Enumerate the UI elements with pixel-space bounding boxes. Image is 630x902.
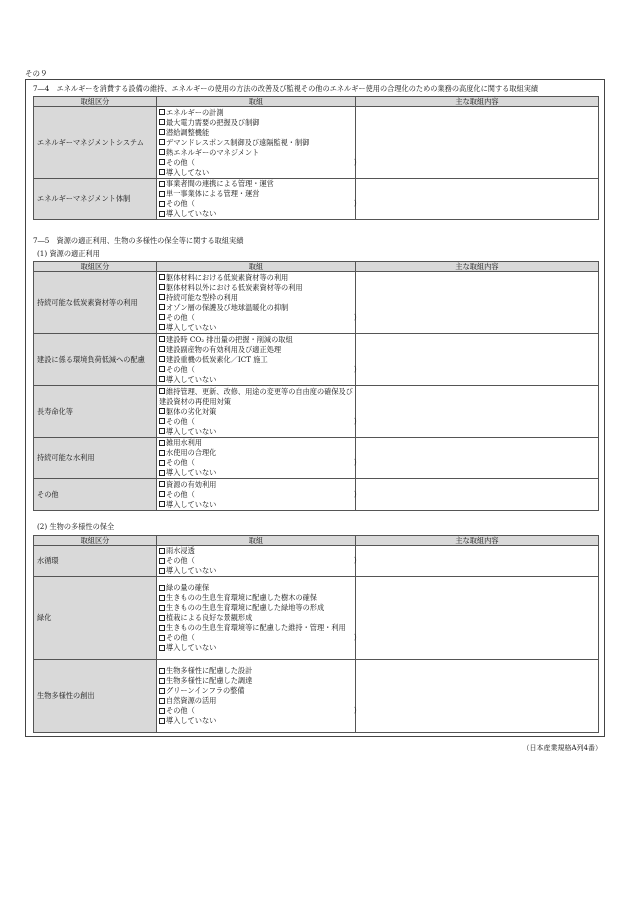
checkbox-icon[interactable] <box>159 336 165 342</box>
other-close-paren: ） <box>353 706 361 715</box>
checkbox-label: 雑用水利用 <box>166 438 202 447</box>
checkbox-item[interactable] <box>159 480 353 490</box>
checkbox-item[interactable] <box>159 643 353 653</box>
checkbox-item[interactable] <box>159 666 353 676</box>
other-close-paren: ） <box>353 157 361 167</box>
checkbox-icon[interactable] <box>159 625 165 631</box>
table-row <box>34 479 599 511</box>
action-cell <box>157 272 361 334</box>
checkbox-icon[interactable] <box>159 388 165 394</box>
checkbox-item[interactable] <box>159 546 353 556</box>
content-input-cell[interactable] <box>356 386 599 438</box>
checkbox-item[interactable] <box>159 458 361 468</box>
other-close-paren: ） <box>353 489 361 499</box>
col-header-category: 取組区分 <box>34 536 157 546</box>
checkbox-label: 潜給調整機能 <box>166 127 210 137</box>
checkbox-icon[interactable] <box>159 304 165 310</box>
checkbox-item[interactable] <box>159 613 353 623</box>
checkbox-item[interactable] <box>159 716 353 726</box>
checkbox-item[interactable] <box>159 293 353 303</box>
checkbox-icon[interactable] <box>159 558 165 564</box>
checkbox-icon[interactable] <box>159 688 165 694</box>
checkbox-label: オゾン層の保護及び地球温暖化の抑制 <box>166 302 289 312</box>
checkbox-item[interactable] <box>159 128 353 138</box>
checkbox-icon[interactable] <box>159 119 165 125</box>
table-row <box>34 386 599 438</box>
checkbox-item[interactable] <box>159 138 353 148</box>
checkbox-item[interactable] <box>159 168 353 178</box>
checkbox-item[interactable] <box>159 303 353 313</box>
table-row <box>34 334 599 386</box>
other-close-paren: ） <box>353 416 361 426</box>
checkbox-icon[interactable] <box>159 294 165 300</box>
checkbox-item[interactable] <box>159 427 353 437</box>
page-label: その９ <box>25 69 48 78</box>
checkbox-label: グリーンインフラの整備 <box>166 686 245 695</box>
category-cell: エネルギーマネジメントシステム <box>34 107 157 179</box>
category-cell: 建設に係る環境負荷低減への配慮 <box>34 334 157 386</box>
subsection-biodiversity-title: (2) 生物の多様性の保全 <box>37 522 115 531</box>
category-cell: 持続可能な水利用 <box>34 438 157 479</box>
checkbox-label: 導入していない <box>166 499 217 509</box>
checkbox-label: 建設時 CO₂ 排出量の把握・削減の取組 <box>166 334 293 344</box>
checkbox-label: 導入していない <box>166 322 217 332</box>
category-cell: エネルギーマネジメント体制 <box>34 179 157 220</box>
col-header-action: 取組 <box>157 536 356 546</box>
checkbox-item[interactable] <box>159 593 353 603</box>
checkbox-icon[interactable] <box>159 568 165 574</box>
col-header-category: 取組区分 <box>34 97 157 107</box>
content-input-cell[interactable] <box>356 479 599 511</box>
content-input-cell[interactable] <box>356 577 599 660</box>
category-cell: その他 <box>34 479 157 511</box>
checkbox-label: その他（ <box>166 633 195 642</box>
col-header-content: 主な取組内容 <box>356 536 599 546</box>
category-cell: 持続可能な低炭素資材等の利用 <box>34 272 157 334</box>
content-input-cell[interactable] <box>356 546 599 577</box>
checkbox-item[interactable] <box>159 157 361 168</box>
checkbox-item[interactable] <box>159 686 353 696</box>
table-row <box>34 179 599 220</box>
checkbox-label: 導入していない <box>166 468 217 477</box>
checkbox-label: 事業者間の連携による管理・運営 <box>166 179 274 188</box>
checkbox-label: 緑の量の確保 <box>166 583 210 592</box>
checkbox-icon[interactable] <box>159 470 165 476</box>
checkbox-label: 導入していない <box>166 374 217 384</box>
checkbox-item[interactable] <box>159 179 353 189</box>
checkbox-label: 最大電力需要の把握及び制御 <box>166 117 260 127</box>
checkbox-icon[interactable] <box>159 595 165 601</box>
checkbox-icon[interactable] <box>159 191 165 197</box>
table-7-4 <box>33 96 599 220</box>
checkbox-label: その他（ <box>166 199 195 208</box>
other-close-paren: ） <box>353 556 361 565</box>
action-cell <box>157 179 361 220</box>
checkbox-label: 建設重機の低炭素化／ICT 施工 <box>166 354 268 364</box>
checkbox-item[interactable] <box>159 375 353 385</box>
action-cell <box>157 334 361 386</box>
col-header-category: 取組区分 <box>34 262 157 272</box>
checkbox-icon[interactable] <box>159 698 165 704</box>
col-header-content: 主な取組内容 <box>356 262 599 272</box>
table-row <box>34 272 599 334</box>
col-header-action: 取組 <box>157 97 356 107</box>
checkbox-item[interactable] <box>159 118 353 128</box>
checkbox-label: 躯体の劣化対策 <box>166 406 217 416</box>
checkbox-label: 導入してない <box>166 167 210 177</box>
checkbox-item[interactable] <box>159 209 353 219</box>
content-input-cell[interactable] <box>356 272 599 334</box>
checkbox-icon[interactable] <box>159 346 165 352</box>
checkbox-label: 導入していない <box>166 209 217 218</box>
checkbox-label: 生きものの生息生育環境等に配慮した維持・管理・利用 <box>166 623 346 632</box>
checkbox-label: 自然資源の活用 <box>166 696 217 705</box>
checkbox-label: 持続可能な型枠の利用 <box>166 292 238 302</box>
checkbox-icon[interactable] <box>159 314 165 320</box>
action-cell <box>157 438 361 479</box>
category-cell: 緑化 <box>34 577 157 660</box>
checkbox-label: その他（ <box>166 157 195 167</box>
other-close-paren: ） <box>353 633 361 642</box>
checkbox-label: 導入していない <box>166 566 217 575</box>
action-cell <box>157 577 361 660</box>
table-row <box>34 438 599 479</box>
checkbox-icon[interactable] <box>159 718 165 724</box>
checkbox-item[interactable] <box>159 706 361 716</box>
table-row <box>34 660 599 733</box>
checkbox-item[interactable] <box>159 364 361 375</box>
checkbox-icon[interactable] <box>159 585 165 591</box>
content-input-cell[interactable] <box>356 438 599 479</box>
checkbox-label: 資源の有効利用 <box>166 479 217 489</box>
checkbox-icon[interactable] <box>159 408 165 414</box>
checkbox-icon[interactable] <box>159 605 165 611</box>
category-cell: 長寿命化等 <box>34 386 157 438</box>
checkbox-item[interactable] <box>159 335 353 345</box>
checkbox-icon[interactable] <box>159 284 165 290</box>
checkbox-label: その他（ <box>166 458 195 467</box>
checkbox-icon[interactable] <box>159 645 165 651</box>
action-cell <box>157 386 361 438</box>
section-7-4-title: 7―4 エネルギーを消費する設備の維持、エネルギーの使用の方法の改善及び監視その他のエネルギー使用の合理化のための業務の高度化に関する取組実績 <box>33 84 539 93</box>
other-close-paren: ） <box>353 312 361 322</box>
checkbox-label: その他（ <box>166 416 195 426</box>
checkbox-label: その他（ <box>166 312 195 322</box>
checkbox-item[interactable] <box>159 387 353 407</box>
category-cell: 水循環 <box>34 546 157 577</box>
checkbox-label: 躯体材料以外における低炭素資材等の利用 <box>166 282 303 292</box>
checkbox-icon[interactable] <box>159 139 165 145</box>
checkbox-item[interactable] <box>159 566 353 576</box>
checkbox-icon[interactable] <box>159 418 165 424</box>
checkbox-item[interactable] <box>159 416 361 427</box>
checkbox-item[interactable] <box>159 500 353 510</box>
col-header-action: 取組 <box>157 262 356 272</box>
checkbox-icon[interactable] <box>159 501 165 507</box>
table-row <box>34 546 599 577</box>
checkbox-item[interactable] <box>159 623 353 633</box>
table-row <box>34 107 599 179</box>
checkbox-item[interactable] <box>159 603 353 613</box>
checkbox-item[interactable] <box>159 676 353 686</box>
checkbox-item[interactable] <box>159 189 353 199</box>
table-resource <box>33 261 599 511</box>
checkbox-label: 導入していない <box>166 426 217 436</box>
table-biodiversity <box>33 535 599 733</box>
action-cell <box>157 107 361 179</box>
checkbox-icon[interactable] <box>159 668 165 674</box>
checkbox-label: その他（ <box>166 364 195 374</box>
checkbox-item[interactable] <box>159 108 353 118</box>
checkbox-icon[interactable] <box>159 548 165 554</box>
checkbox-label: その他（ <box>166 556 195 565</box>
section-7-5-title: 7―5 資源の適正利用、生物の多様性の保全等に関する取組実績 <box>33 236 244 245</box>
other-close-paren: ） <box>353 199 361 208</box>
checkbox-icon[interactable] <box>159 109 165 115</box>
checkbox-label: 維持管理、更新、改修、用途の変更等の自由度の確保及び建設資材の再使用対策 <box>159 386 353 406</box>
checkbox-icon[interactable] <box>159 460 165 466</box>
action-cell <box>157 546 361 577</box>
checkbox-item[interactable] <box>159 448 353 458</box>
checkbox-label: 水使用の合理化 <box>166 448 217 457</box>
checkbox-item[interactable] <box>159 312 361 323</box>
checkbox-label: 植栽による良好な景観形成 <box>166 613 253 622</box>
table-row <box>34 577 599 660</box>
checkbox-icon[interactable] <box>159 149 165 155</box>
checkbox-label: 建設副産物の有効利用及び適正処理 <box>166 344 282 354</box>
checkbox-item[interactable] <box>159 323 353 333</box>
checkbox-item[interactable] <box>159 633 361 643</box>
checkbox-label: 生物多様性に配慮した調達 <box>166 676 253 685</box>
checkbox-item[interactable] <box>159 148 353 158</box>
checkbox-item[interactable] <box>159 489 361 500</box>
checkbox-icon[interactable] <box>159 615 165 621</box>
checkbox-icon[interactable] <box>159 274 165 280</box>
checkbox-item[interactable] <box>159 273 353 283</box>
checkbox-label: 雨水浸透 <box>166 546 195 555</box>
checkbox-icon[interactable] <box>159 366 165 372</box>
checkbox-label: その他（ <box>166 706 195 715</box>
content-input-cell[interactable] <box>356 334 599 386</box>
checkbox-icon[interactable] <box>159 376 165 382</box>
checkbox-item[interactable] <box>159 556 361 566</box>
checkbox-icon[interactable] <box>159 129 165 135</box>
checkbox-label: 単一事業体による管理・運営 <box>166 189 260 198</box>
category-cell: 生物多様性の創出 <box>34 660 157 733</box>
footer-note: （日本産業規格A列4番） <box>522 744 602 752</box>
checkbox-icon[interactable] <box>159 211 165 217</box>
checkbox-icon[interactable] <box>159 428 165 434</box>
checkbox-item[interactable] <box>159 407 353 417</box>
checkbox-label: 生物多様性に配慮した設計 <box>166 666 253 675</box>
checkbox-item[interactable] <box>159 345 353 355</box>
content-input-cell[interactable] <box>356 179 599 220</box>
checkbox-icon[interactable] <box>159 201 165 207</box>
checkbox-item[interactable] <box>159 696 353 706</box>
checkbox-label: 熱エネルギーのマネジメント <box>166 147 260 157</box>
action-cell <box>157 660 361 733</box>
col-header-content: 主な取組内容 <box>356 97 599 107</box>
checkbox-label: 導入していない <box>166 643 217 652</box>
action-cell <box>157 479 361 511</box>
checkbox-icon[interactable] <box>159 324 165 330</box>
checkbox-item[interactable] <box>159 583 353 593</box>
checkbox-label: 生きものの生息生育環境に配慮した樹木の確保 <box>166 593 317 602</box>
subsection-resource-title: (1) 資源の適正利用 <box>37 249 100 258</box>
checkbox-icon[interactable] <box>159 635 165 641</box>
content-input-cell[interactable] <box>356 660 599 733</box>
other-close-paren: ） <box>353 364 361 374</box>
checkbox-icon[interactable] <box>159 169 165 175</box>
checkbox-icon[interactable] <box>159 481 165 487</box>
checkbox-label: デマンドレスポンス制御及び遠隔監視・制御 <box>166 137 310 147</box>
checkbox-icon[interactable] <box>159 491 165 497</box>
checkbox-icon[interactable] <box>159 356 165 362</box>
checkbox-icon[interactable] <box>159 159 165 165</box>
checkbox-item[interactable] <box>159 355 353 365</box>
checkbox-icon[interactable] <box>159 450 165 456</box>
checkbox-label: エネルギーの計測 <box>166 107 224 117</box>
checkbox-icon[interactable] <box>159 181 165 187</box>
checkbox-item[interactable] <box>159 283 353 293</box>
checkbox-icon[interactable] <box>159 678 165 684</box>
checkbox-icon[interactable] <box>159 440 165 446</box>
checkbox-label: その他（ <box>166 489 195 499</box>
checkbox-icon[interactable] <box>159 708 165 714</box>
checkbox-item[interactable] <box>159 199 361 209</box>
checkbox-label: 生きものの生息生育環境に配慮した緑地等の形成 <box>166 603 325 612</box>
checkbox-label: 導入していない <box>166 716 217 725</box>
checkbox-item[interactable] <box>159 438 353 448</box>
content-input-cell[interactable] <box>356 107 599 179</box>
checkbox-item[interactable] <box>159 468 353 478</box>
other-close-paren: ） <box>353 458 361 467</box>
checkbox-label: 躯体材料における低炭素資材等の利用 <box>166 272 289 282</box>
